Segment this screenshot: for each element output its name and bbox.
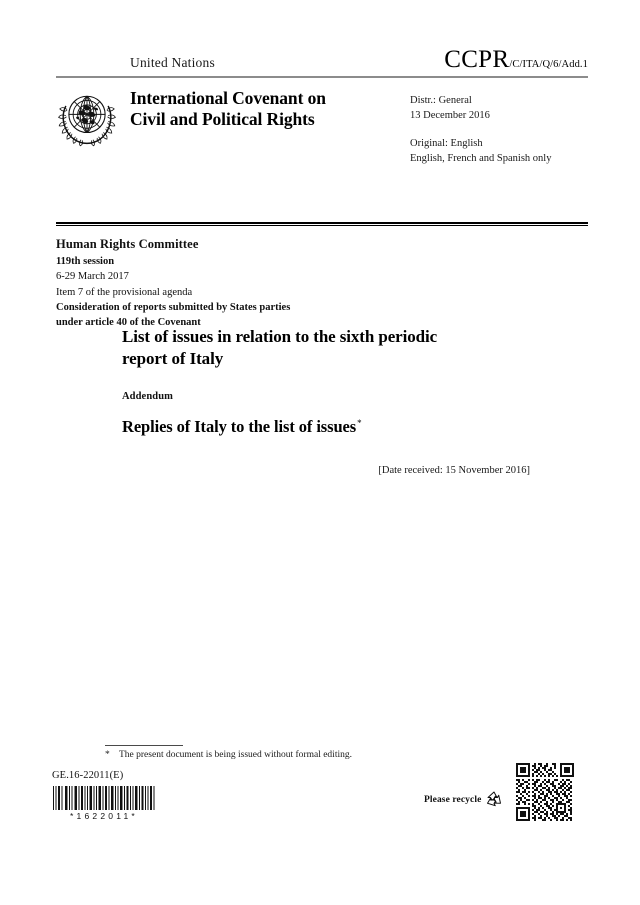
qr-code: [516, 763, 574, 821]
consideration-line1: Consideration of reports submitted by States parties: [56, 301, 291, 313]
distribution-date: 13 December 2016: [410, 109, 490, 121]
consideration-line2: under article 40 of the Covenant: [56, 317, 201, 328]
addendum-label: Addendum: [122, 391, 173, 403]
document-symbol-suffix: /C/ITA/Q/6/Add.1: [509, 59, 588, 70]
agenda-item: Item 7 of the provisional agenda: [56, 286, 193, 298]
qr-code-icon: [516, 763, 574, 821]
title-block: [122, 326, 542, 476]
document-symbol: [444, 46, 588, 74]
recycle-notice: [424, 790, 504, 809]
page-title-line2: report of Italy: [122, 348, 224, 368]
treaty-title: [130, 87, 410, 167]
document-symbol-main: CCPR: [444, 46, 510, 73]
sub-title: [122, 417, 542, 437]
footnote-star: *: [105, 750, 110, 760]
original-language: Original: English: [410, 137, 483, 149]
emblem-cell: [56, 87, 130, 167]
distribution-block: [410, 87, 588, 167]
barcode: [52, 786, 156, 821]
footnote-marker: *: [357, 418, 362, 429]
page-title-line1: List of issues in relation to the sixth periodic: [122, 327, 438, 346]
treaty-title-line2: Civil and Political Rights: [130, 108, 315, 129]
masthead-top-row: [56, 46, 588, 76]
footnote-separator: [105, 745, 183, 746]
distribution-type: Distr.: General: [410, 94, 472, 106]
sub-title-text: Replies of Italy to the list of issues: [122, 417, 357, 437]
recycle-icon: [484, 790, 504, 809]
committee-dates: 6-29 March 2017: [56, 271, 129, 283]
committee-block: [56, 235, 476, 330]
un-emblem: [56, 89, 118, 147]
committee-name: Human Rights Committee: [56, 237, 199, 251]
barcode-icon: [52, 786, 156, 810]
recycle-label: Please recycle: [424, 794, 482, 805]
available-languages: English, French and Spanish only: [410, 153, 552, 165]
footnote: [105, 750, 352, 760]
footnote-text: The present document is being issued without formal editing.: [119, 750, 352, 760]
masthead-body: [56, 87, 588, 167]
barcode-text: *1622011*: [70, 811, 138, 821]
header-body-divider: [56, 222, 588, 226]
organization-name: United Nations: [130, 55, 215, 70]
masthead: [56, 46, 588, 166]
date-received: [Date received: 15 November 2016]: [378, 465, 530, 477]
job-number: GE.16-22011(E): [52, 770, 124, 781]
masthead-divider: [56, 76, 588, 78]
spacer: [410, 123, 588, 136]
committee-session: 119th session: [56, 256, 115, 268]
treaty-title-line1: International Covenant on: [130, 87, 326, 108]
